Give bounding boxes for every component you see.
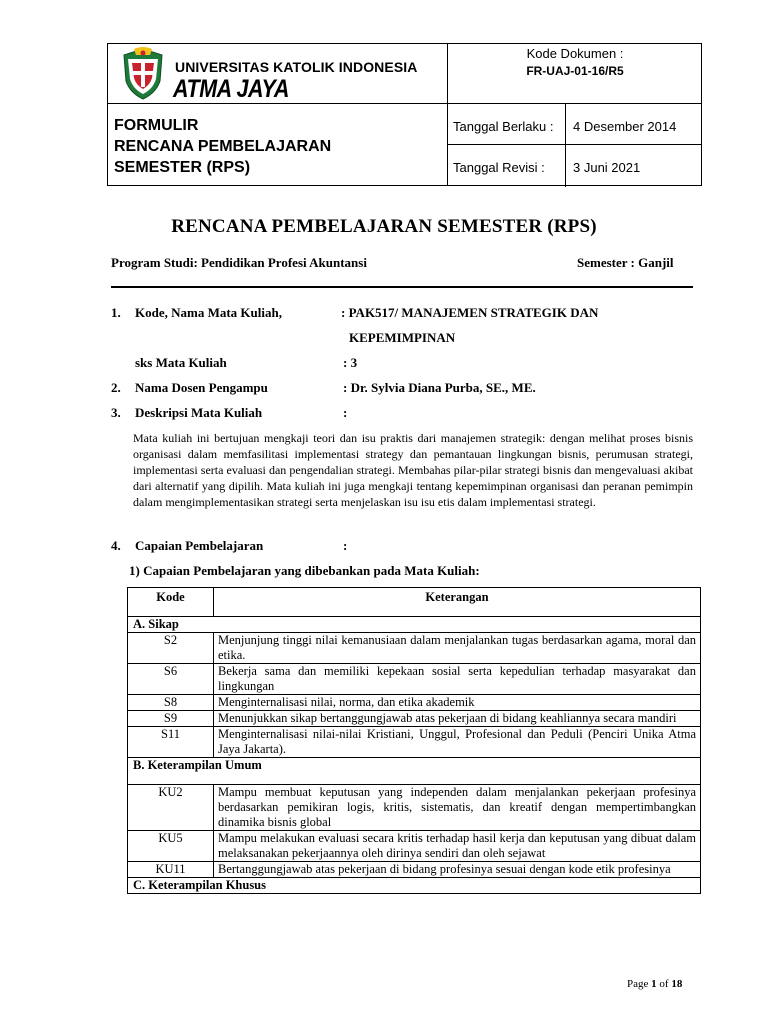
page-current: 1 (651, 978, 657, 990)
course-description: Mata kuliah ini bertujuan mengkaji teori dan isu praktis dari manajemen strategik: dengan melihat proses bisnis organisasi dalam memfasilitasi implementasi strategy dan pemantauan lingkungan bisnis, perumusan strategi, implementasi serta evaluasi dan pengendalian strategi. Membahas pilar-pilar strategi bisnis dan mengevaluasi akibat dari alternatif yang dipilih. Mata kuliah ini juga mengkaji tentang kepemimpinan organisasi dan peranan pemimpin dalam mengimplementasikan strategi serta menjelaskan isu isu etis dalam implementasi strategi. (133, 431, 693, 509)
row-code: S11 (128, 727, 214, 758)
item-label-kode: Kode, Nama Mata Kuliah, (135, 305, 282, 320)
row-code: KU2 (128, 785, 214, 831)
page-total: 18 (671, 978, 683, 990)
table-row (128, 785, 701, 831)
row-text: Bertanggungjawab atas pekerjaan di bidang profesinya sesuai dengan kode etik profesinya (214, 862, 701, 878)
table-row (128, 711, 701, 727)
row-text: Menginternalisasi nilai-nilai Kristiani, Unggul, Profesional dan Peduli (Penciri Unika Atma Jaya Jakarta). (214, 727, 701, 758)
table-row (128, 862, 701, 878)
item-number-1: 1. (111, 305, 121, 320)
kode-dokumen-label: Kode Dokumen : (526, 46, 624, 61)
university-name-line2: ATMA JAYA (173, 75, 289, 103)
row-code: S8 (128, 695, 214, 711)
capaian-table (127, 587, 701, 894)
document-header (107, 43, 702, 186)
item-value-kode: : PAK517/ MANAJEMEN STRATEGIK DAN (341, 305, 599, 320)
row-text: Bekerja sama dan memiliki kepekaan sosial serta kepedulian terhadap masyarakat dan lingkungan (214, 664, 701, 695)
item-label-dosen: Nama Dosen Pengampu (135, 380, 268, 395)
table-row (128, 831, 701, 862)
subsection-title: 1) Capaian Pembelajaran yang dibebankan pada Mata Kuliah: (129, 563, 480, 578)
item-value-capaian: : (343, 538, 348, 553)
section-label: B. Keterampilan Umum (128, 758, 701, 785)
item-value-sks: : 3 (343, 355, 358, 370)
row-code: KU11 (128, 862, 214, 878)
form-title-line3: SEMESTER (RPS) (114, 159, 251, 176)
university-name-line1: UNIVERSITAS KATOLIK INDONESIA (175, 59, 418, 75)
row-code: S9 (128, 711, 214, 727)
item-number-4: 4. (111, 538, 121, 553)
row-text: Mampu membuat keputusan yang independen dalam menjalankan pekerjaan profesinya berdasarkan pemikiran logis, kritis, sistematis, dan kreatif dengan mempertimbangkan dinamika bisnis global (214, 785, 701, 831)
column-header-keterangan: Keterangan (214, 588, 701, 617)
column-header-kode: Kode (128, 588, 214, 617)
row-text: Menunjukkan sikap bertanggungjawab atas pekerjaan di bidang keahliannya secara mandiri (214, 711, 701, 727)
university-logo-icon (118, 47, 168, 101)
table-row (128, 727, 701, 758)
item-value-kode-cont: KEPEMIMPINAN (349, 330, 456, 345)
item-label-sks: sks Mata Kuliah (135, 355, 227, 370)
tanggal-berlaku-label: Tanggal Berlaku : (453, 119, 554, 134)
tanggal-berlaku-value: 4 Desember 2014 (573, 119, 677, 134)
table-header-row (128, 588, 701, 617)
item-label-deskripsi: Deskripsi Mata Kuliah (135, 405, 263, 420)
kode-dokumen-value: FR-UAJ-01-16/R5 (526, 64, 624, 78)
row-code: S2 (128, 633, 214, 664)
row-code: KU5 (128, 831, 214, 862)
page-number (627, 978, 682, 990)
row-code: S6 (128, 664, 214, 695)
section-label: A. Sikap (128, 617, 701, 633)
item-number-2: 2. (111, 380, 121, 395)
table-row (128, 633, 701, 664)
row-text: Mampu melakukan evaluasi secara kritis terhadap hasil kerja dan keputusan yang dibuat dalam melaksanakan pekerjaannya oleh dirinya sendiri dan oleh sejawat (214, 831, 701, 862)
page-of: of (656, 978, 672, 990)
section-row-keterampilan-umum (128, 758, 701, 785)
semester: Semester : Ganjil (577, 255, 674, 270)
table-row (128, 664, 701, 695)
tanggal-revisi-label: Tanggal Revisi : (453, 160, 545, 175)
form-title (114, 115, 331, 178)
section-row-sikap (128, 617, 701, 633)
form-title-line1: FORMULIR (114, 117, 199, 134)
page-prefix: Page (627, 978, 652, 990)
item-value-deskripsi: : (343, 405, 348, 420)
section-row-keterampilan-khusus (128, 878, 701, 894)
row-text: Menginternalisasi nilai, norma, dan etika akademik (214, 695, 701, 711)
item-label-capaian: Capaian Pembelajaran (135, 538, 264, 553)
form-title-line2: RENCANA PEMBELAJARAN (114, 138, 332, 155)
tanggal-revisi-value: 3 Juni 2021 (573, 160, 641, 175)
table-row (128, 695, 701, 711)
document-title: RENCANA PEMBELAJARAN SEMESTER (RPS) (171, 216, 597, 237)
item-value-dosen: : Dr. Sylvia Diana Purba, SE., ME. (343, 380, 536, 395)
divider (111, 286, 693, 288)
section-label: C. Keterampilan Khusus (128, 878, 701, 894)
program-studi: Program Studi: Pendidikan Profesi Akuntansi (111, 255, 367, 270)
row-text: Menjunjung tinggi nilai kemanusiaan dalam menjalankan tugas berdasarkan agama, moral dan etika. (214, 633, 701, 664)
item-number-3: 3. (111, 405, 121, 420)
